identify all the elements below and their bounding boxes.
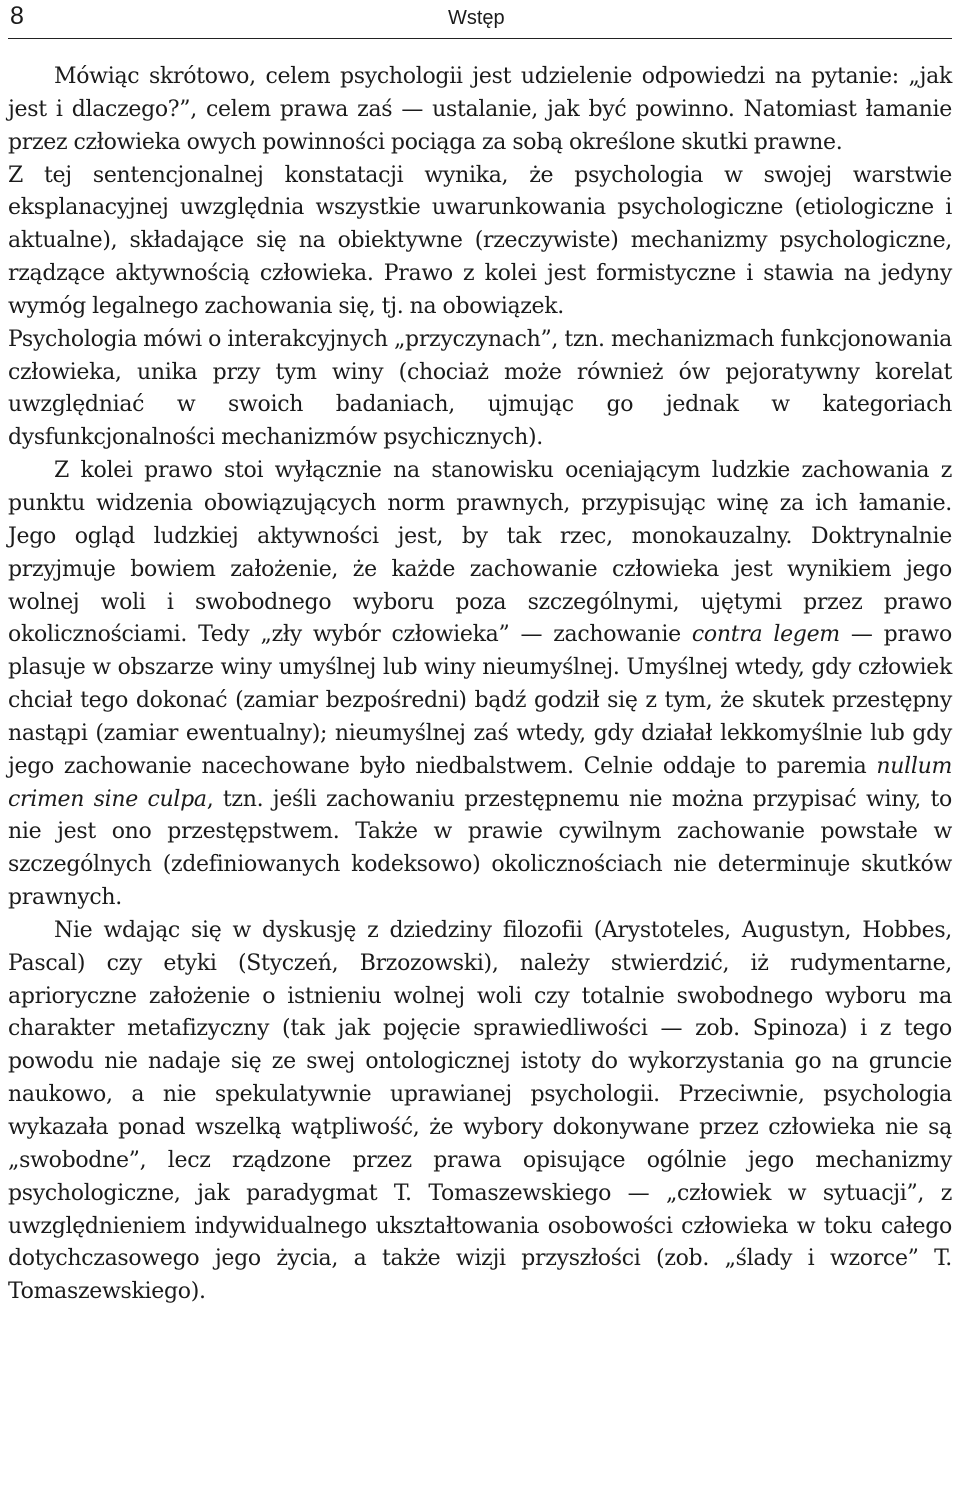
- paragraph-4-segment-3: — prawo plasuje w obszarze winy umyślnej lub winy nieumyślnej. Umyślnej wtedy, gdy człowiek chciał tego dokonać (zamiar bezpośredni) bądź godził się z tym, że skutek przestępny nastąpi (zamiar ewentualny); nieumyślnej zaś wtedy, gdy działał lekkomyślnie lub gdy jego zachowanie nacechowane było niedbalstwem. Celnie oddaje to paremia: [8, 622, 952, 779]
- page-header: [8, 0, 952, 39]
- page-number: 8: [10, 2, 24, 30]
- paragraph-3: Psychologia mówi o interakcyjnych „przyczynach”, tzn. mechanizmach funkcjonowania człowieka, unika przy tym winy (chociaż może również ów pejoratywny korelat uwzględniać w swoich badaniach, ujmując go jednak w kategoriach dysfunkcjonalności mechanizmów psychicznych).: [8, 326, 952, 451]
- paragraph-5: Nie wdając się w dyskusję z dziedziny filozofii (Arystoteles, Augustyn, Hobbes, Pascal) czy etyki (Styczeń, Brzozowski), należy stwierdzić, iż rudymentarne, aprioryczne założenie o istnieniu wolnej woli czy totalnie swobodnego wyboru ma charakter metafizyczny (tak jak pojęcie sprawiedliwości — zob. Spinoza) i z tego powodu nie nadaje się ze swej ontologicznej istoty do wykorzystania go na gruncie naukowo, a nie spekulatywnie uprawianej psychologii. Przeciwnie, psychologia wykazała ponad wszelką wątpliwość, że wybory dokonywane przez człowieka nie są „swobodne”, lecz rządzone przez prawa opisujące ogólnie jego mechanizmy psychologiczne, jak paradygmat T. Tomaszewskiego — „człowiek w sytuacji”, z uwzględnieniem indywidualnego ukształtowania osobowości człowieka w toku całego dotychczasowego jego życia, a także wizji przyszłości (zob. „ślady i wzorce” T. Tomaszewskiego).: [8, 917, 952, 1305]
- paragraph-1: Mówiąc skrótowo, celem psychologii jest udzielenie odpowiedzi na pytanie: „jak jest i dlaczego?”, celem prawa zaś — ustalanie, jak być powinno. Natomiast łamanie przez człowieka owych powinności pociąga za sobą określone skutki prawne.: [8, 64, 952, 155]
- paragraph-2: Z tej sentencjonalnej konstatacji wynika, że psychologia w swojej warstwie eksplanacyjnej uwzględnia wszystkie uwarunkowania psychologiczne (etiologiczne i aktualne), składające się na obiektywne (rzeczywiste) mechanizmy psychologiczne, rządzące aktywnością człowieka. Prawo z kolei jest formistyczne i stawia na jedyny wymóg legalnego zachowania się, tj. na obowiązek.: [8, 162, 952, 319]
- paragraph-4: [8, 455, 952, 915]
- body-text: [8, 61, 952, 1309]
- running-head: Wstęp: [448, 7, 505, 29]
- paragraph-4-segment-5: , tzn. jeśli zachowaniu przestępnemu nie można przypisać winy, to nie jest ono przestępstwem. Także w prawie cywilnym zachowanie powstałe w szczególnych (zdefiniowanych kodeksowo) okolicznościach nie determinuje skutków prawnych.: [8, 786, 952, 911]
- latin-phrase-contra-legem: contra legem: [691, 622, 840, 648]
- paragraph-4-segment-1: Z kolei prawo stoi wyłącznie na stanowisku oceniającym ludzkie zachowania z punktu widzenia obowiązujących norm prawnych, przypisując winę za ich łamanie. Jego ogląd ludzkiej aktywności jest, by tak rzec, monokauzalny. Doktrynalnie przyjmuje bowiem założenie, że każde zachowanie człowieka jest wynikiem jego wolnej woli i swobodnego wyboru poza szczególnymi, ujętymi przez prawo okolicznościami. Tedy „zły wybór człowieka” — zachowanie: [8, 458, 952, 648]
- latin-phrase-nullum-crimen: nullum crimen sine culpa: [8, 753, 952, 812]
